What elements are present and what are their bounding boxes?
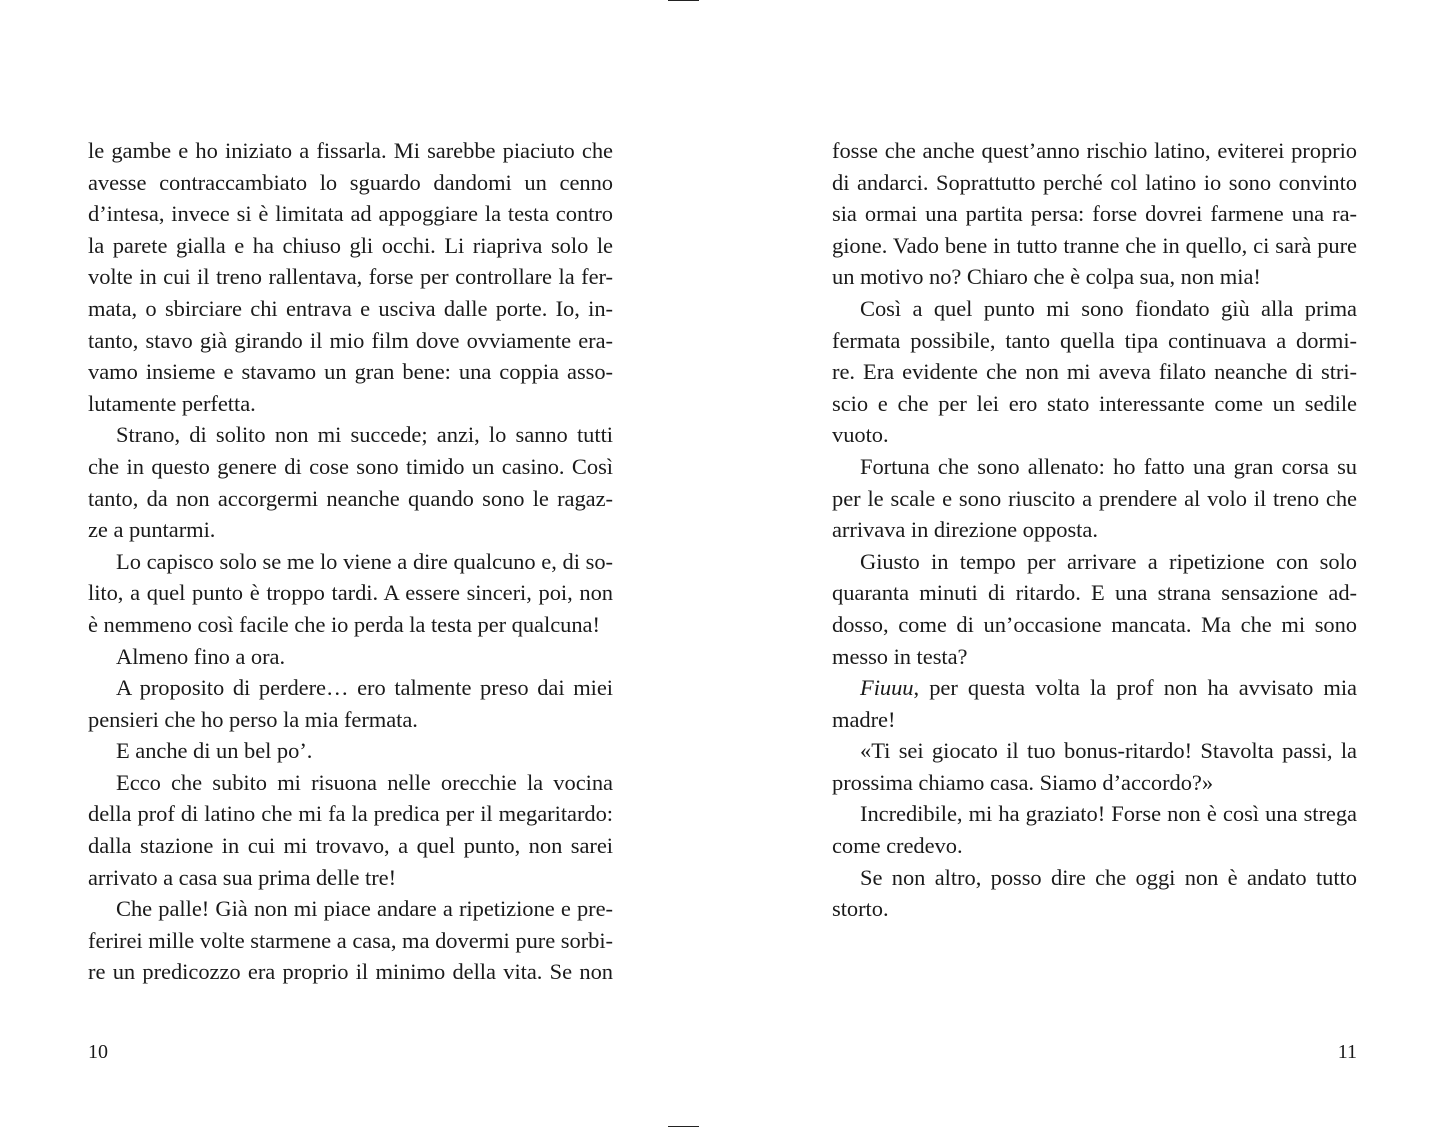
text-line: re un predicozzo era proprio il minimo della vita. Se non: [88, 959, 613, 985]
text-line: dosso, come di un’occasione mancata. Ma che mi sono: [832, 611, 1357, 637]
right-page-number: 11: [1337, 1041, 1357, 1063]
left-page-text: [88, 135, 613, 988]
text-line: pensieri che ho perso la mia fermata.: [88, 706, 418, 732]
text-line: A proposito di perdere… ero talmente preso dai miei: [116, 675, 613, 701]
text-line: ferirei mille volte starmene a casa, ma dovermi pure sorbi-: [88, 927, 613, 953]
text-line: fermata possibile, tanto quella tipa continuava a dormi-: [832, 327, 1357, 353]
text-line: tanto, da non accorgermi neanche quando sono le ragaz-: [88, 485, 613, 511]
text-line: quaranta minuti di ritardo. E una strana sensazione ad-: [832, 580, 1357, 606]
text-line: è nemmeno così facile che io perda la testa per qualcuna!: [88, 611, 600, 637]
top-crop-mark: [668, 0, 699, 1]
text-line: Strano, di solito non mi succede; anzi, lo sanno tutti: [116, 422, 613, 448]
text-line: «Ti sei giocato il tuo bonus-ritardo! Stavolta passi, la: [860, 738, 1357, 764]
bottom-crop-mark: [668, 1126, 699, 1127]
text-line: storto.: [832, 896, 889, 922]
text-line: Lo capisco solo se me lo viene a dire qualcuno e, di so-: [116, 548, 613, 574]
text-line: tanto, stavo già girando il mio film dove ovviamente era-: [88, 327, 613, 353]
text-line: gione. Vado bene in tutto tranne che in quello, ci sarà pure: [832, 232, 1357, 258]
text-line: Così a quel punto mi sono fiondato giù alla prima: [860, 295, 1357, 321]
text-line: avesse contraccambiato lo sguardo dandomi un cenno: [88, 169, 613, 195]
text-line: di andarci. Soprattutto perché col latino io sono convinto: [832, 169, 1357, 195]
right-page-text: [832, 135, 1357, 925]
text-line: messo in testa?: [832, 643, 968, 669]
text-line: come credevo.: [832, 833, 963, 859]
text-line: la parete gialla e ha chiuso gli occhi. Li riapriva solo le: [88, 232, 613, 258]
text-line: scio e che per lei ero stato interessante come un sedile: [832, 390, 1357, 416]
left-page-number: 10: [88, 1041, 108, 1063]
text-line: Giusto in tempo per arrivare a ripetizione con solo: [860, 548, 1357, 574]
text-line: Ecco che subito mi risuona nelle orecchie la vocina: [116, 769, 613, 795]
text-line: vamo insieme e stavamo un gran bene: una coppia asso-: [88, 359, 613, 385]
text-line: fosse che anche quest’anno rischio latino, eviterei proprio: [832, 138, 1357, 163]
line-text: , per questa volta la prof non ha avvisato mia: [913, 675, 1357, 701]
text-line: ze a puntarmi.: [88, 517, 216, 543]
text-line: E anche di un bel po’.: [116, 738, 313, 764]
text-line: d’intesa, invece si è limitata ad appoggiare la testa contro: [88, 201, 613, 227]
text-line: prossima chiamo casa. Siamo d’accordo?»: [832, 769, 1214, 795]
text-line: re. Era evidente che non mi aveva filato neanche di stri-: [832, 359, 1357, 385]
text-line: dalla stazione in cui mi trovavo, a quel punto, non sarei: [88, 833, 613, 859]
text-line: mata, o sbirciare chi entrava e usciva dalle porte. Io, in-: [88, 295, 613, 321]
text-line: per le scale e sono riuscito a prendere al volo il treno che: [832, 485, 1357, 511]
text-line: [832, 672, 1357, 704]
text-line: Che palle! Già non mi piace andare a ripetizione e pre-: [116, 896, 613, 922]
text-line: Incredibile, mi ha graziato! Forse non è così una strega: [860, 801, 1357, 827]
text-line: lito, a quel punto è troppo tardi. A essere sinceri, poi, non: [88, 580, 613, 606]
text-line: madre!: [832, 706, 896, 732]
text-line: arrivava in direzione opposta.: [832, 517, 1098, 543]
italic-word: Fiuuu: [860, 675, 914, 701]
text-line: Se non altro, posso dire che oggi non è andato tutto: [860, 864, 1357, 890]
text-line: le gambe e ho iniziato a fissarla. Mi sarebbe piaciuto che: [88, 138, 613, 163]
text-line: vuoto.: [832, 422, 889, 448]
text-line: sia ormai una partita persa: forse dovrei farmene una ra-: [832, 201, 1357, 227]
text-line: che in questo genere di cose sono timido un casino. Così: [88, 453, 613, 479]
text-line: della prof di latino che mi fa la predica per il megaritardo:: [88, 801, 613, 827]
text-line: lutamente perfetta.: [88, 390, 256, 416]
text-line: arrivato a casa sua prima delle tre!: [88, 864, 397, 890]
text-line: Fortuna che sono allenato: ho fatto una gran corsa su: [860, 453, 1357, 479]
text-line: volte in cui il treno rallentava, forse per controllare la fer-: [88, 264, 613, 290]
text-line: Almeno fino a ora.: [116, 643, 286, 669]
text-line: un motivo no? Chiaro che è colpa sua, non mia!: [832, 264, 1261, 290]
